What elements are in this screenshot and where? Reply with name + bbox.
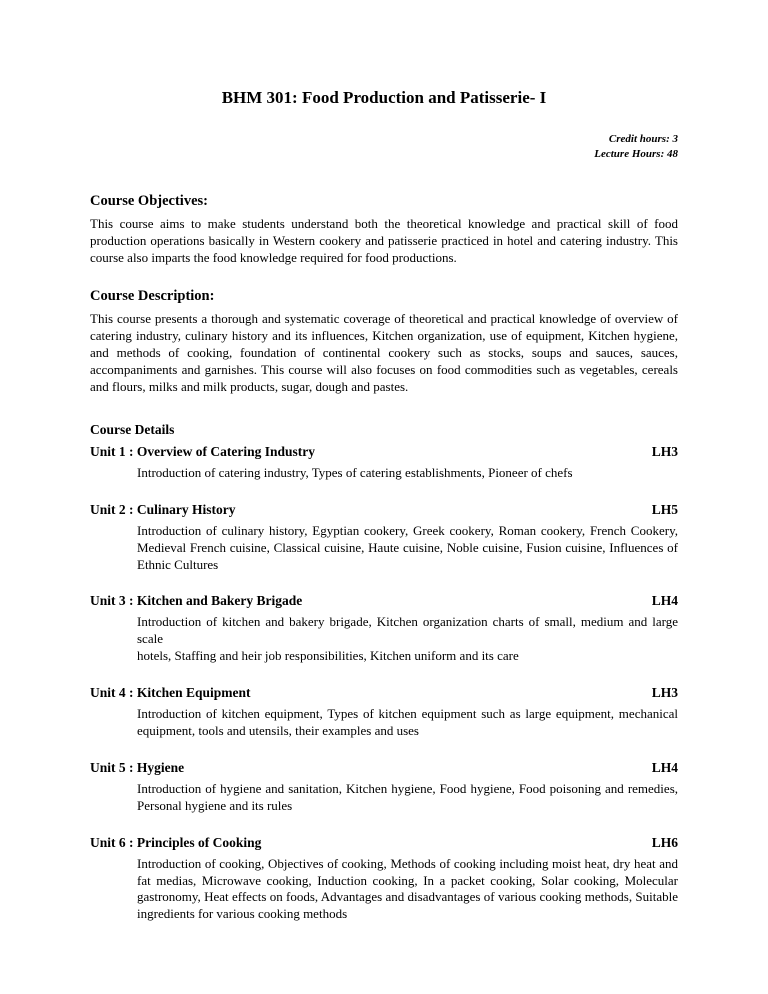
unit-5-title-row — [90, 760, 678, 776]
lecture-hours: Lecture Hours: 48 — [594, 148, 678, 161]
unit-2-description: Introduction of culinary history, Egyptian cookery, Greek cookery, Roman cookery, French Cookery, Medieval French cuisine, Classical cuisine, Haute cuisine, Noble cuisine, Fusion cuisine, Influences of Ethnic Cultures — [137, 522, 678, 572]
unit-6-title-row — [90, 835, 678, 851]
unit-2 — [90, 502, 678, 574]
unit-1-title-row — [90, 444, 678, 460]
unit-6 — [90, 835, 678, 924]
course-objectives-heading: Course Objectives: — [90, 192, 208, 209]
unit-4 — [90, 685, 678, 740]
unit-6-description: Introduction of cooking, Objectives of cooking, Methods of cooking including moist heat, dry heat and fat medias, Microwave cooking, Induction cooking, In a packet cooking, Solar cooking, Molecular gastronomy, Heat effects on foods, Advantages and disadvantages of various cooking methods, Suitable ingredients for various cooking methods — [137, 855, 678, 922]
course-description-heading: Course Description: — [90, 288, 215, 305]
section-course-objectives — [90, 193, 678, 267]
unit-4-title-row — [90, 685, 678, 701]
unit-3-lh: LH4 — [651, 593, 678, 609]
unit-4-lh: LH3 — [651, 685, 678, 701]
unit-2-lh: LH5 — [651, 501, 678, 517]
unit-5-description: Introduction of hygiene and sanitation, Kitchen hygiene, Food hygiene, Food poisoning and remedies, Personal hygiene and its rules — [137, 780, 678, 813]
course-objectives-body: This course aims to make students understand both the theoretical knowledge and practical skill of food production operations basically in Western cookery and patisserie practiced in hotel and catering industry. This course also imparts the food knowledge required for food productions. — [90, 215, 678, 265]
unit-1-description: Introduction of catering industry, Types of catering establishments, Pioneer of chefs — [137, 464, 573, 480]
unit-3-description-line2: hotels, Staffing and heir job responsibilities, Kitchen uniform and its care — [137, 648, 519, 664]
unit-5 — [90, 760, 678, 815]
unit-3-title-row — [90, 593, 678, 609]
section-course-description — [90, 288, 678, 395]
unit-1-lh: LH3 — [651, 443, 678, 459]
course-description-body: This course presents a thorough and systematic coverage of theoretical and practical knowledge of overview of catering industry, culinary history and its influences, Kitchen organization, use of equipment, Kitchen hygiene, and methods of cooking, foundation of continental cookery such as stocks, soups and sauces, sauces, accompaniments and garnishes. This course will also focuses on food commodities such as vegetables, cereals and flours, milks and milk products, sugar, dough and pastes. — [90, 311, 678, 395]
unit-4-description: Introduction of kitchen equipment, Types of kitchen equipment such as large equipment, mechanical equipment, tools and utensils, their examples and uses — [137, 706, 678, 739]
unit-3 — [90, 593, 678, 665]
credit-hours: Credit hours: 3 — [608, 133, 678, 145]
unit-2-title: Unit 2 : Culinary History — [90, 501, 236, 517]
unit-1-title: Unit 1 : Overview of Catering Industry — [90, 443, 315, 459]
unit-5-lh: LH4 — [651, 759, 678, 775]
unit-6-title: Unit 6 : Principles of Cooking — [90, 834, 262, 850]
unit-2-title-row — [90, 502, 678, 518]
course-details-heading: Course Details — [90, 421, 175, 437]
page-title: BHM 301: Food Production and Patisserie- I — [221, 88, 547, 107]
unit-1 — [90, 444, 678, 482]
unit-6-lh: LH6 — [651, 834, 678, 850]
unit-3-title: Unit 3 : Kitchen and Bakery Brigade — [90, 593, 303, 609]
unit-4-title: Unit 4 : Kitchen Equipment — [90, 685, 251, 701]
unit-3-description: Introduction of kitchen and bakery brigade, Kitchen organization charts of small, medium and large scale — [137, 614, 678, 647]
credit-info — [90, 132, 678, 163]
unit-5-title: Unit 5 : Hygiene — [90, 759, 185, 775]
